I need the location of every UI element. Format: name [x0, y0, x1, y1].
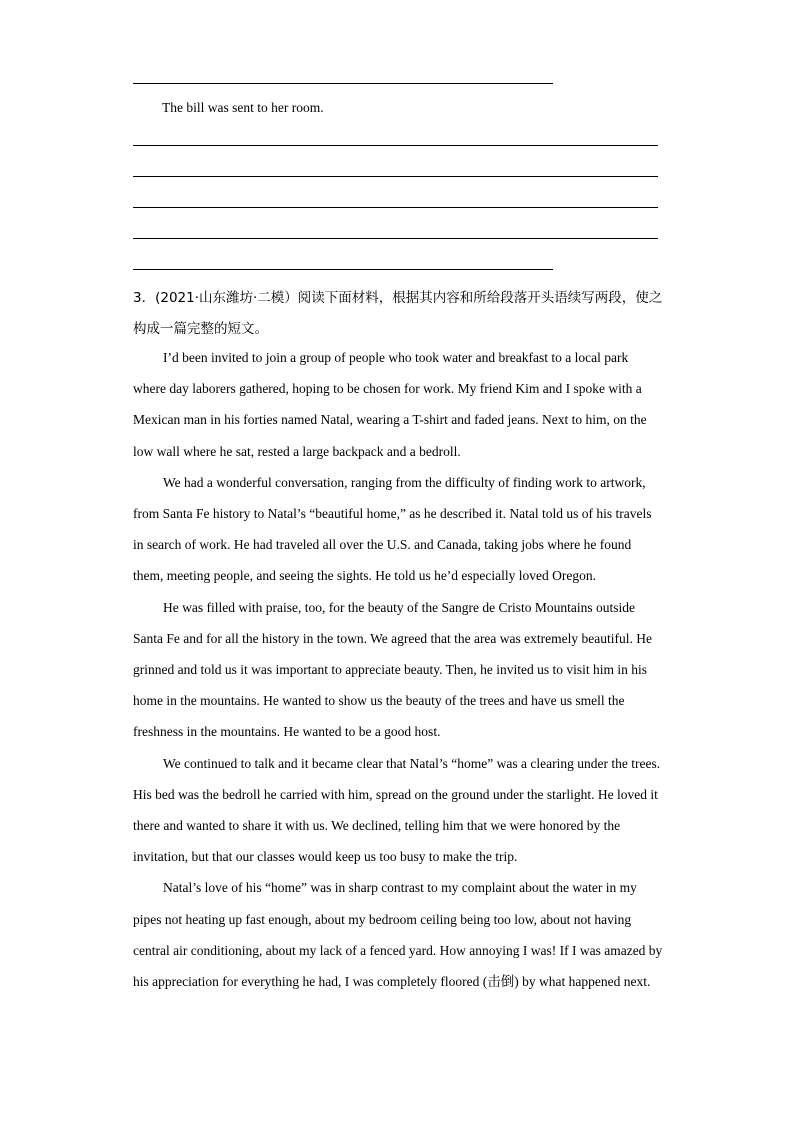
passage-paragraph: We had a wonderful conversation, ranging from the difficulty of finding work to artwork, from Santa Fe history to Natal’s “beautiful home,” as he described it. Natal told us of his travels in search of work. He had traveled all over the U.S. and Canada, taking jobs where he found them, meeting people, and seeing the sights. He told us he’d especially loved Oregon. — [133, 474, 652, 584]
reading-passage — [133, 342, 663, 997]
passage-paragraph: I’d been invited to join a group of people who took water and breakfast to a local park where day laborers gathered, hoping to be chosen for work. My friend Kim and I spoke with a Mexican man in his forties named Natal, wearing a T-shirt and faded jeans. Next to him, on the low wall where he sat, rested a large backpack and a bedroll. — [133, 350, 647, 459]
passage-paragraph: Natal’s love of his “home” was in sharp contrast to my complaint about the water in my pipes not heating up fast enough, about my bedroom ceiling being too low, about not having central air conditioning, about my lack of a fenced yard. How annoying I was! If I was amazed by his appreciation for everything he had, I was completely floored (击倒) by what happened next. — [133, 880, 663, 990]
passage-paragraph: We continued to talk and it became clear that Natal’s “home” was a clearing under the trees. His bed was the bedroll he carried with him, spread on the ground under the starlight. He loved it there and wanted to share it with us. We declined, telling him that we were honored by the invitation, but that our classes would keep us too busy to make the trip. — [133, 755, 661, 865]
answer-line — [133, 207, 658, 208]
answer-line — [133, 238, 658, 239]
answer-line — [133, 269, 553, 270]
answer-line-top — [133, 83, 553, 84]
answer-line — [133, 176, 658, 177]
continuation-prompt: The bill was sent to her room. — [162, 100, 324, 115]
passage-paragraph: He was filled with praise, too, for the beauty of the Sangre de Cristo Mountains outside Santa Fe and for all the history in the town. We agreed that the area was extremely beautiful. He grinned and told us it was important to appreciate beauty. Then, he invited us to visit him in his home in the mountains. He wanted to show us the beauty of the trees and have us smell the freshness in the mountains. He wanted to be a good host. — [133, 599, 652, 740]
answer-line — [133, 145, 658, 146]
question-header: 3．(2021·山东潍坊·二模）阅读下面材料，根据其内容和所给段落开头语续写两段，使之构成一篇完整的短文。 — [133, 290, 663, 337]
